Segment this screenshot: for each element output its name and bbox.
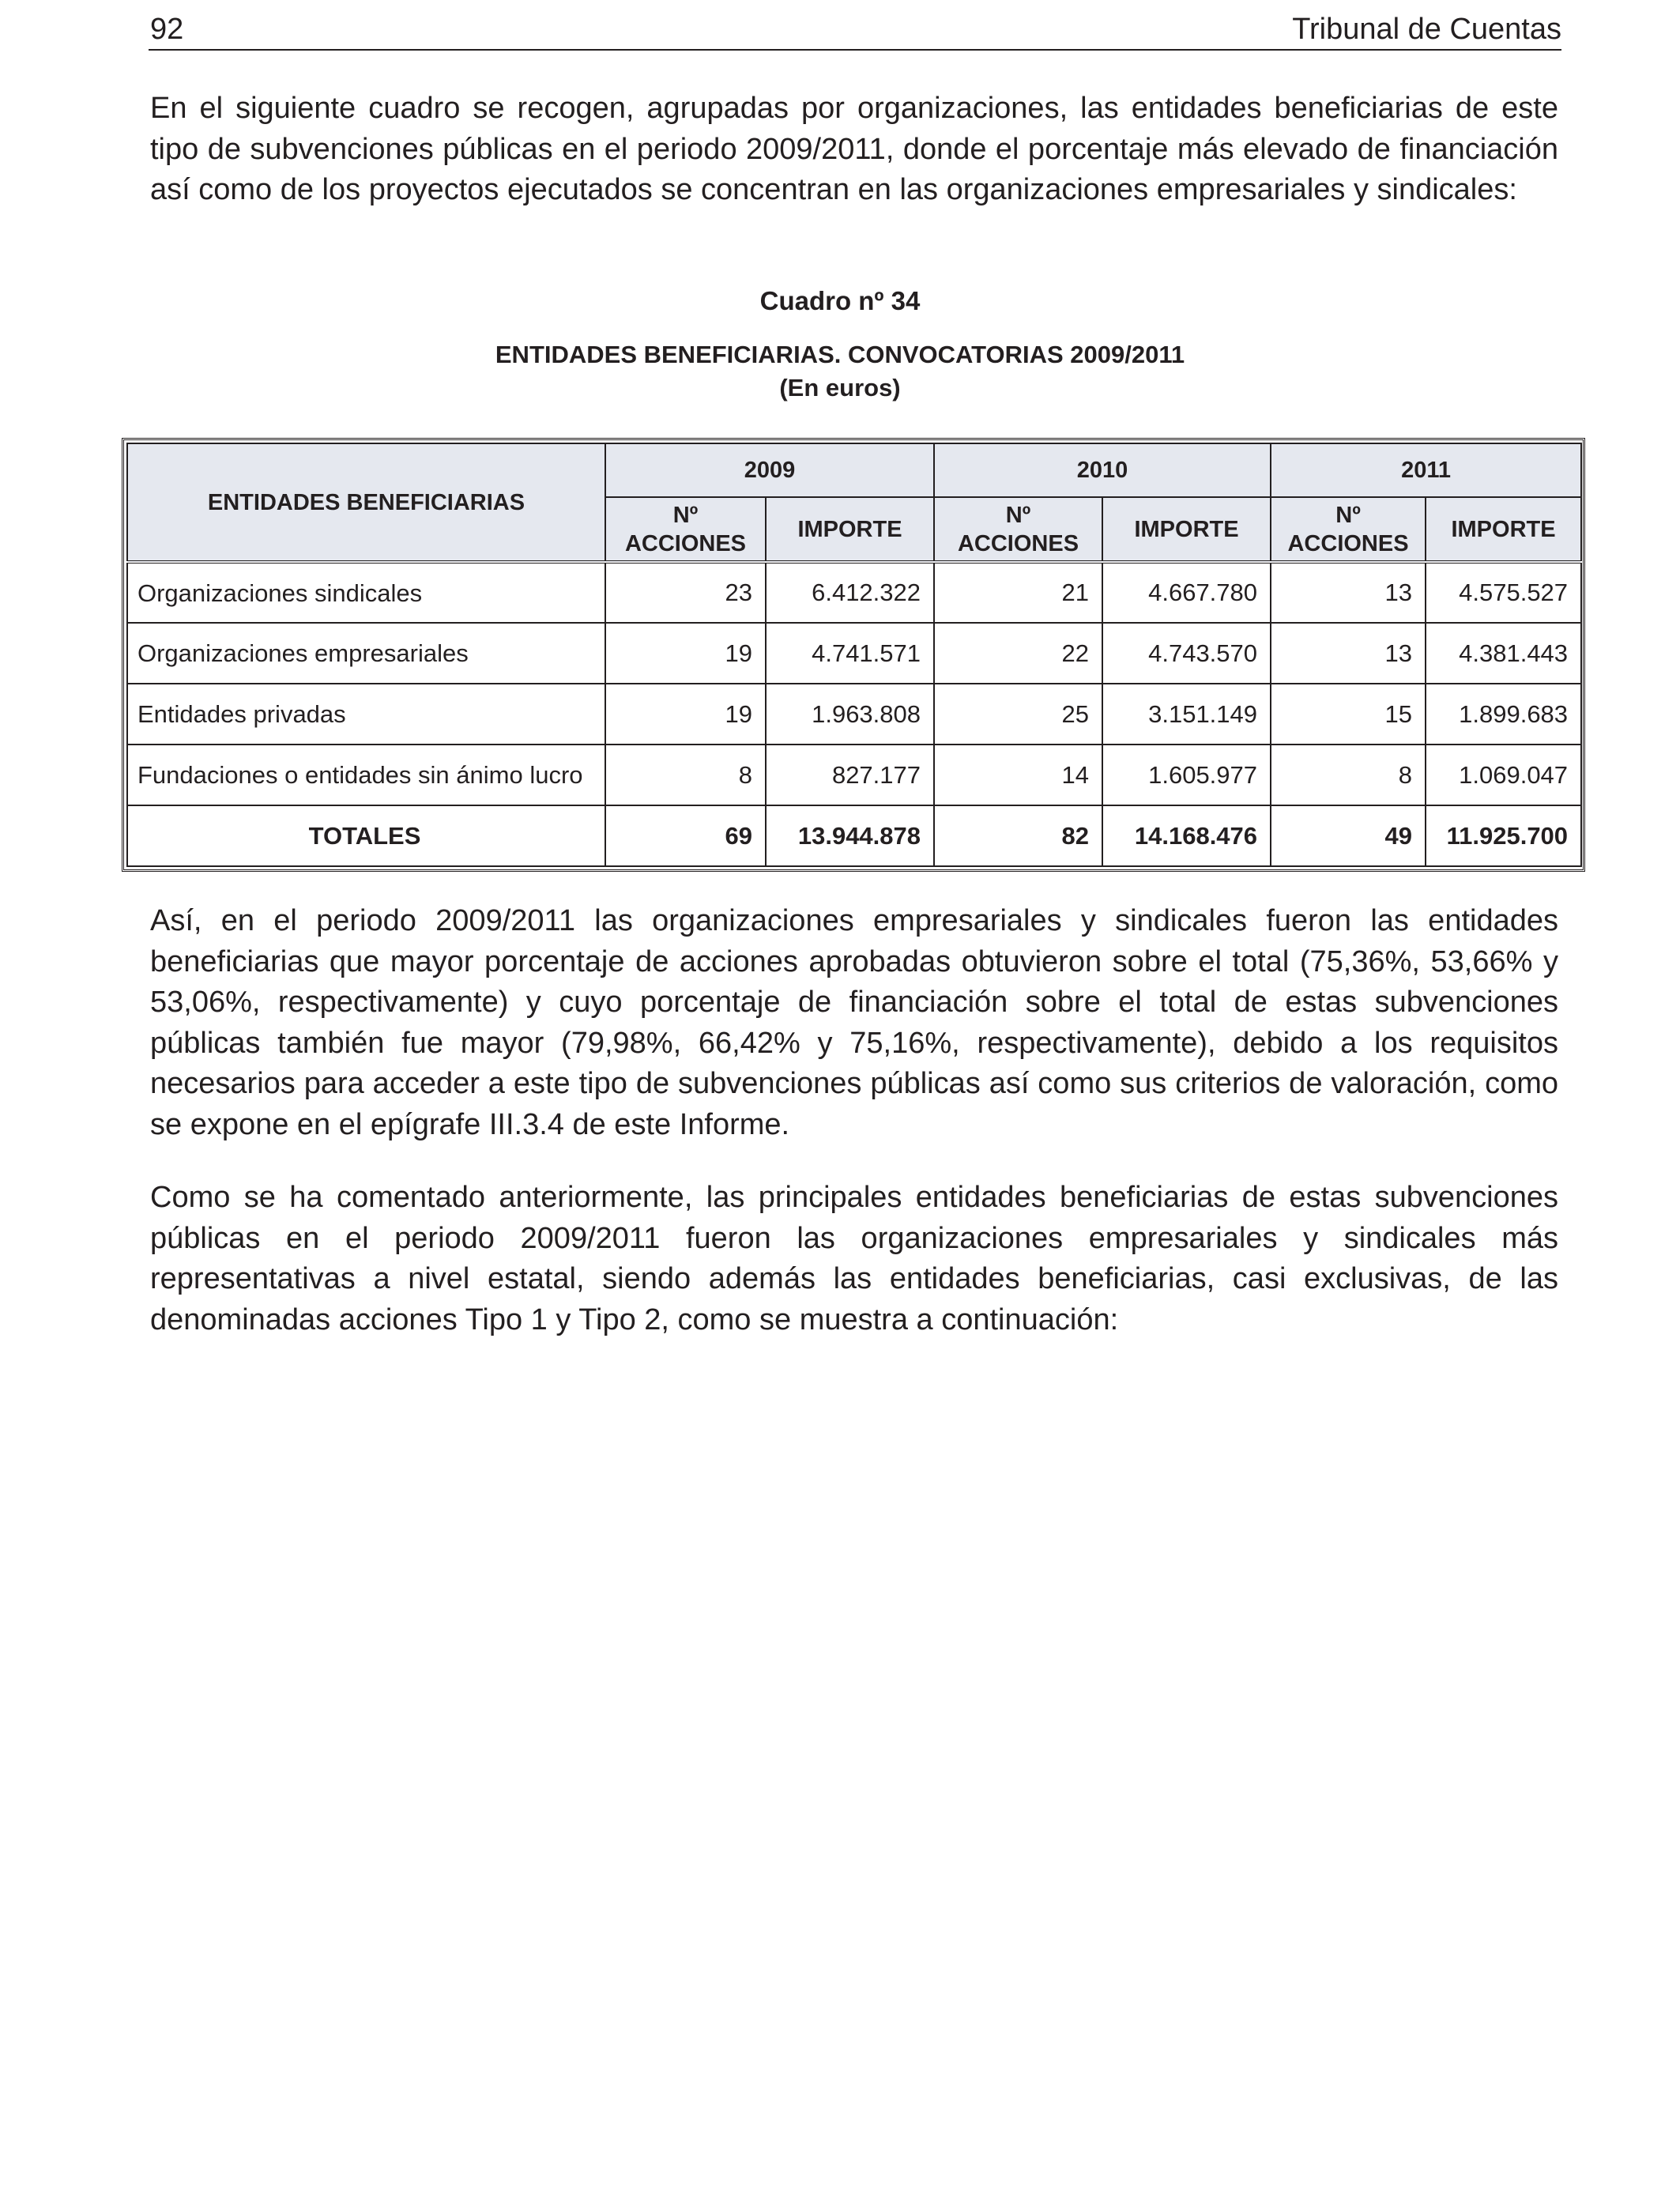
entity-label: Organizaciones empresariales	[127, 623, 605, 684]
importe-header: IMPORTE	[766, 497, 934, 562]
table-row	[127, 745, 1581, 805]
importe-header: IMPORTE	[1102, 497, 1271, 562]
importe-cell: 3.151.149	[1102, 684, 1271, 745]
importe-cell: 4.667.780	[1102, 562, 1271, 623]
acciones-cell: 19	[605, 684, 766, 745]
importe-cell: 4.741.571	[766, 623, 934, 684]
acciones-header: Nº ACCIONES	[605, 497, 766, 562]
beneficiaries-table	[122, 438, 1585, 872]
importe-total-cell: 13.944.878	[766, 805, 934, 866]
totals-label: TOTALES	[127, 805, 605, 866]
acciones-cell: 13	[1271, 623, 1426, 684]
closing-paragraph: Como se ha comentado anteriormente, las principales entidades beneficiarias de estas subvenciones públicas en el periodo 2009/2011 fueron las organizaciones empresariales y sindicales más representativas a nivel estatal, siendo además las entidades beneficiarias, casi exclusivas, de las denominadas acciones Tipo 1 y Tipo 2, como se muestra a continuación:	[150, 1181, 1558, 1336]
importe-total-cell: 11.925.700	[1426, 805, 1581, 866]
acciones-cell: 23	[605, 562, 766, 623]
importe-cell: 1.963.808	[766, 684, 934, 745]
acciones-header: Nº ACCIONES	[934, 497, 1102, 562]
table-subtitle: (En euros)	[779, 374, 901, 401]
intro-paragraph: En el siguiente cuadro se recogen, agrupadas por organizaciones, las entidades beneficiarias de este tipo de subvenciones públicas en el periodo 2009/2011, donde el porcentaje más elevado de financiación así como de los proyectos ejecutados se concentran en las organizaciones empresariales y sindicales:	[150, 92, 1558, 206]
acciones-cell: 14	[934, 745, 1102, 805]
entity-label: Fundaciones o entidades sin ánimo lucro	[127, 745, 605, 805]
importe-cell: 1.605.977	[1102, 745, 1271, 805]
importe-cell: 4.575.527	[1426, 562, 1581, 623]
page-number: 92	[150, 13, 184, 46]
importe-cell: 1.069.047	[1426, 745, 1581, 805]
entity-label: Organizaciones sindicales	[127, 562, 605, 623]
acciones-header: Nº ACCIONES	[1271, 497, 1426, 562]
table-title: ENTIDADES BENEFICIARIAS. CONVOCATORIAS 2009/2011	[495, 341, 1185, 368]
importe-cell: 4.381.443	[1426, 623, 1581, 684]
acciones-total-cell: 49	[1271, 805, 1426, 866]
analysis-paragraph: Así, en el periodo 2009/2011 las organizaciones empresariales y sindicales fueron las entidades beneficiarias que mayor porcentaje de acciones aprobadas obtuvieron sobre el total (75,36%, 53,66% y 53,06%, respectivamente) y cuyo porcentaje de financiación sobre el total de estas subvenciones públicas también fue mayor (79,98%, 66,42% y 75,16%, respectivamente), debido a los requisitos necesarios para acceder a este tipo de subvenciones públicas así como sus criterios de valoración, como se expone en el epígrafe III.3.4 de este Informe.	[150, 904, 1558, 1141]
importe-header: IMPORTE	[1426, 497, 1581, 562]
acciones-cell: 21	[934, 562, 1102, 623]
importe-cell: 1.899.683	[1426, 684, 1581, 745]
acciones-cell: 25	[934, 684, 1102, 745]
acciones-cell: 22	[934, 623, 1102, 684]
page-header	[149, 6, 1561, 51]
year-header-2009: 2009	[605, 443, 934, 497]
importe-cell: 6.412.322	[766, 562, 934, 623]
acciones-total-cell: 69	[605, 805, 766, 866]
acciones-total-cell: 82	[934, 805, 1102, 866]
acciones-cell: 8	[605, 745, 766, 805]
acciones-cell: 8	[1271, 745, 1426, 805]
table-row	[127, 684, 1581, 745]
totals-row	[127, 805, 1581, 866]
table-row	[127, 623, 1581, 684]
table-number: Cuadro nº 34	[759, 286, 921, 315]
acciones-cell: 19	[605, 623, 766, 684]
row-header: ENTIDADES BENEFICIARIAS	[127, 443, 605, 562]
year-header-2011: 2011	[1271, 443, 1581, 497]
acciones-cell: 13	[1271, 562, 1426, 623]
year-header-2010: 2010	[934, 443, 1271, 497]
running-title: Tribunal de Cuentas	[1292, 13, 1561, 46]
importe-total-cell: 14.168.476	[1102, 805, 1271, 866]
importe-cell: 4.743.570	[1102, 623, 1271, 684]
entity-label: Entidades privadas	[127, 684, 605, 745]
table-row	[127, 562, 1581, 623]
importe-cell: 827.177	[766, 745, 934, 805]
acciones-cell: 15	[1271, 684, 1426, 745]
